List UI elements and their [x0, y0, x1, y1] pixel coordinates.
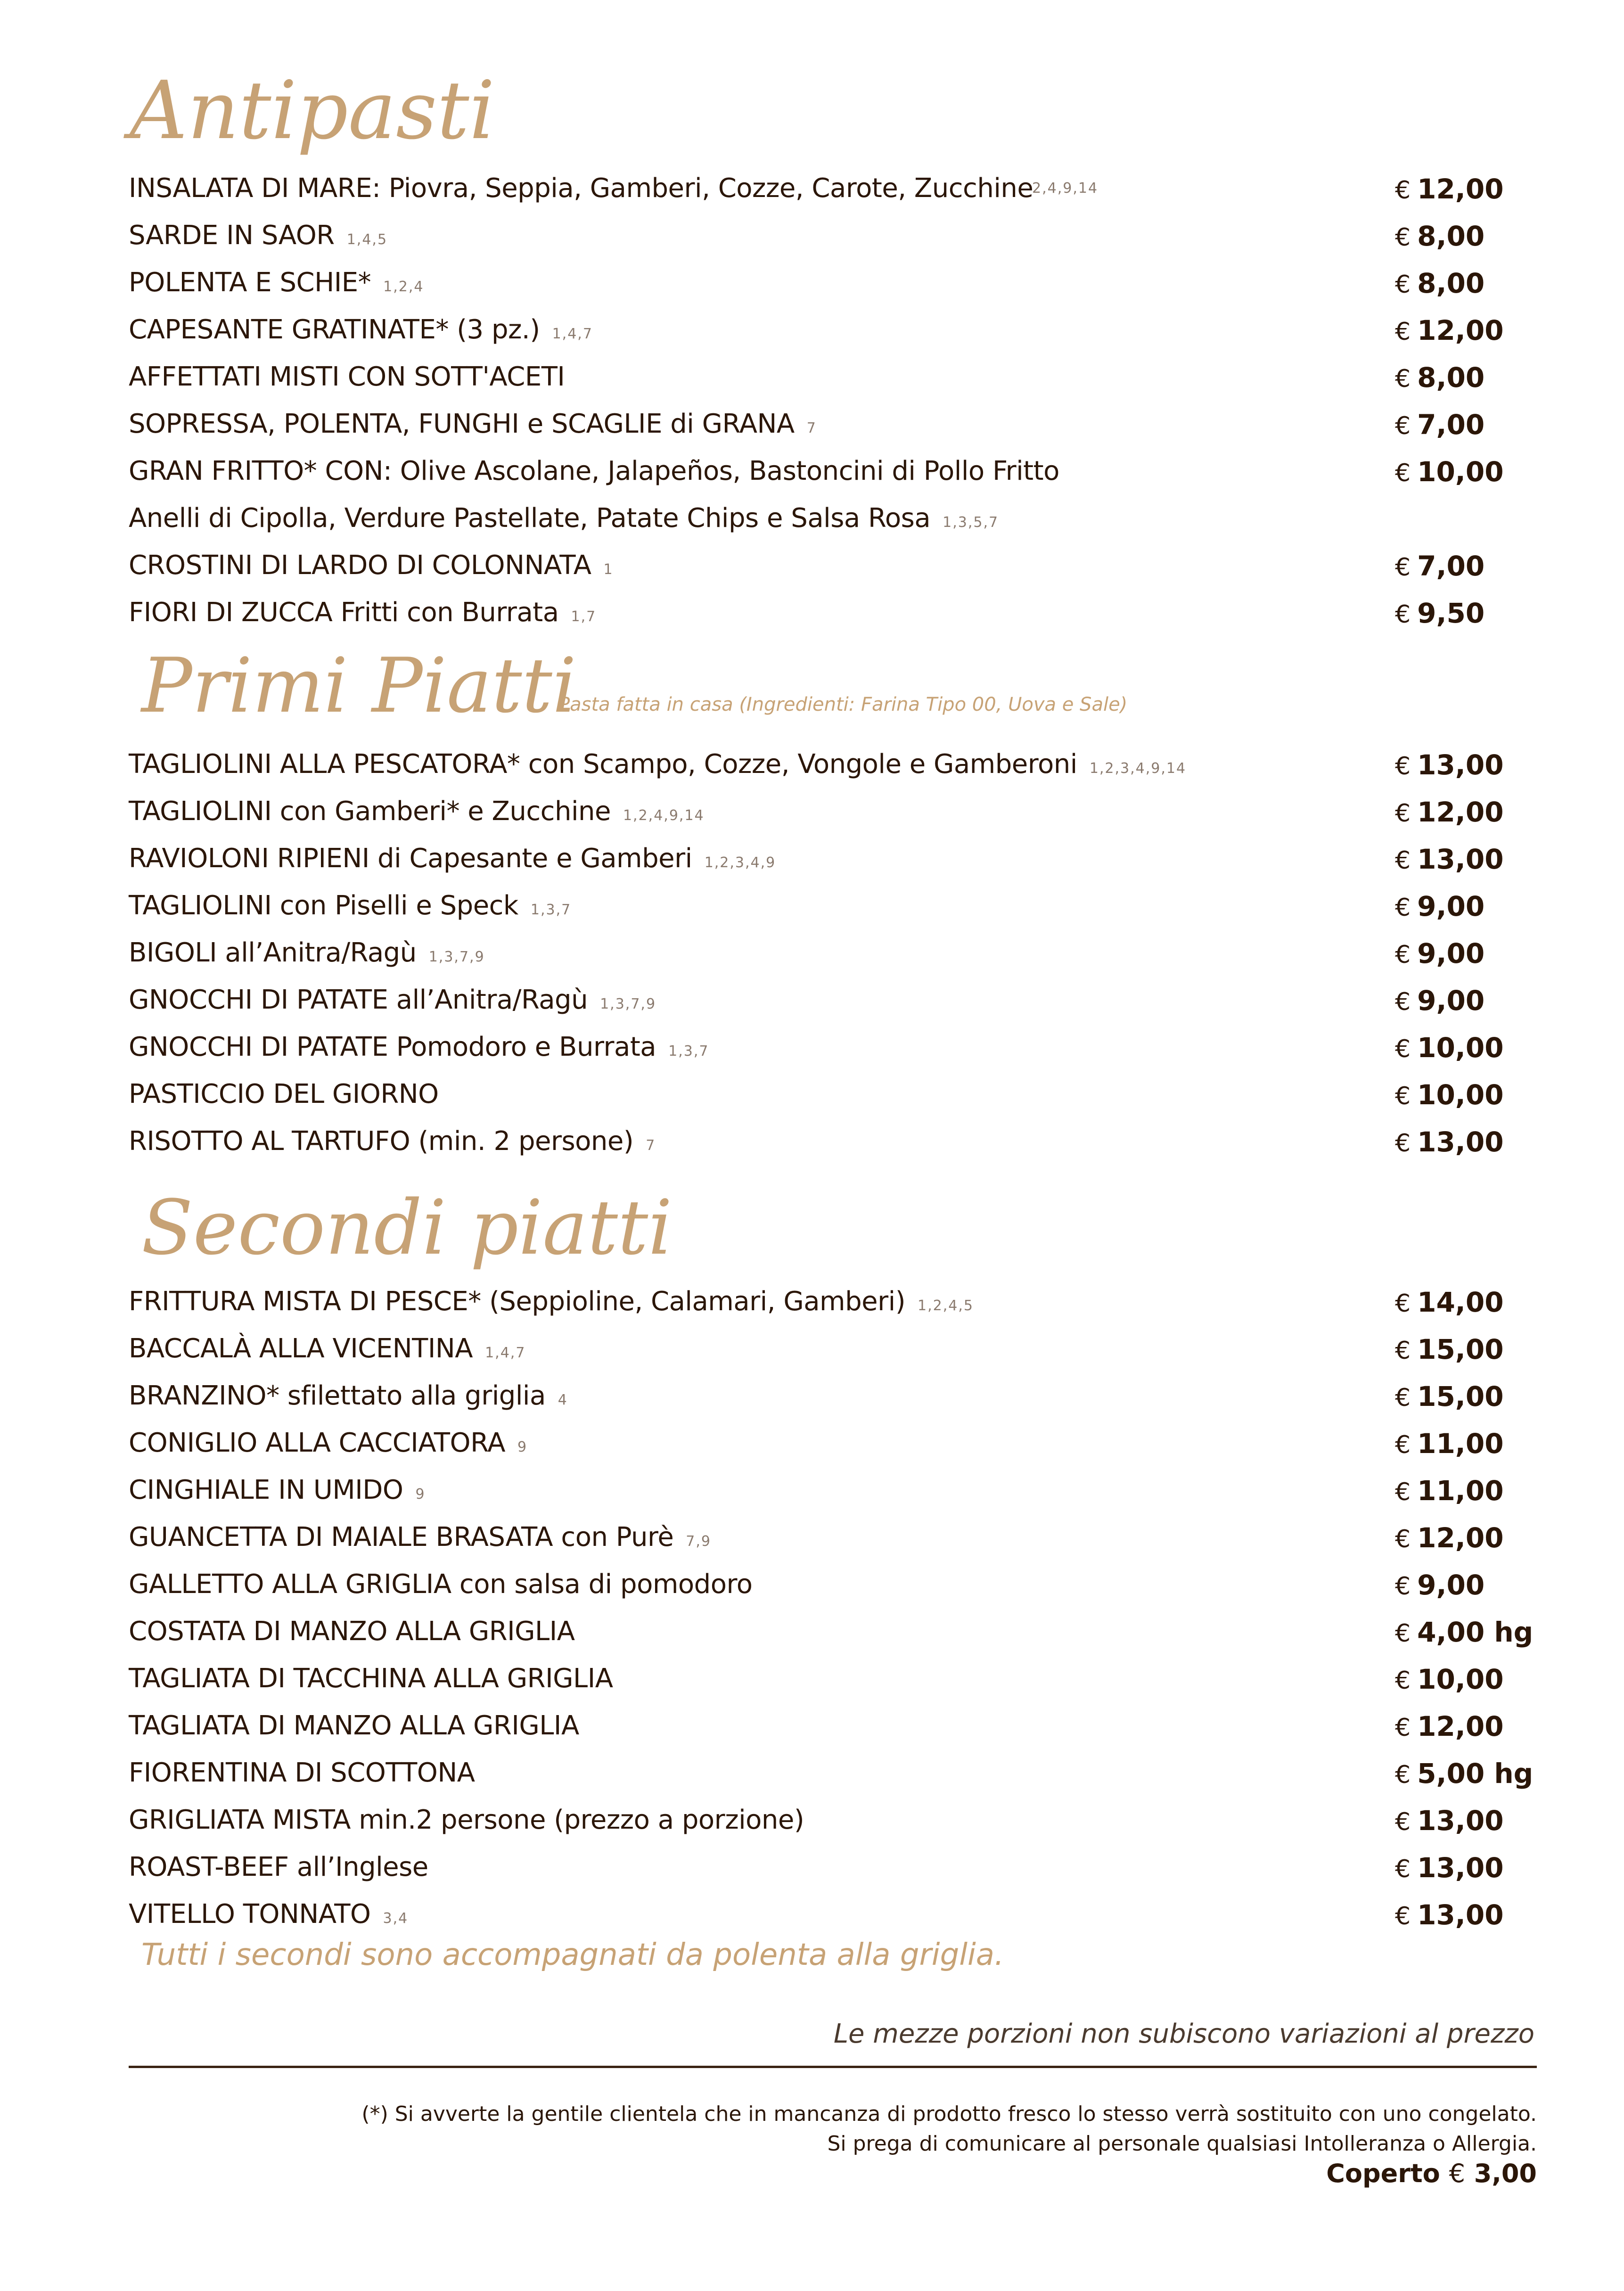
menu-item-label: RISOTTO AL TARTUFO (min. 2 persone)	[129, 1126, 634, 1157]
price-value: 14,00	[1417, 1286, 1504, 1318]
menu-item-name	[129, 267, 424, 298]
price-value: 8,00	[1417, 267, 1485, 299]
price-value: 4,00 hg	[1417, 1616, 1534, 1648]
menu-item-price	[1395, 1618, 1533, 1646]
price-value: 12,00	[1417, 173, 1504, 205]
currency-symbol: €	[1395, 941, 1411, 969]
price-value: 11,00	[1417, 1475, 1504, 1507]
currency-symbol: €	[1395, 799, 1411, 828]
currency-symbol: €	[1395, 1384, 1411, 1412]
price-value: 10,00	[1417, 1663, 1504, 1695]
menu-item-price	[1395, 1710, 1504, 1742]
menu-item-row	[0, 1128, 1624, 1175]
menu-item-price	[1395, 267, 1485, 299]
menu-item-name	[129, 1524, 711, 1551]
menu-item-name	[129, 843, 776, 874]
secondi-title: Secondi piatti	[141, 1183, 673, 1272]
menu-item-label: GNOCCHI DI PATATE all’Anitra/Ragù	[129, 985, 588, 1015]
price-value: 8,00	[1417, 361, 1485, 394]
menu-item-row	[0, 175, 1624, 222]
currency-symbol: €	[1395, 1667, 1411, 1695]
menu-item-row	[0, 987, 1624, 1034]
menu-item-allergens: 4	[558, 1392, 568, 1408]
menu-item-allergens: 1,7	[571, 608, 597, 625]
menu-item-name	[129, 599, 596, 626]
menu-item-allergens: 1,2,3,4,9,14	[1089, 760, 1187, 777]
menu-item-price	[1395, 937, 1485, 969]
price-value: 7,00	[1417, 550, 1485, 582]
menu-item-price	[1395, 1128, 1504, 1156]
menu-item-label: RAVIOLONI RIPIENI di Capesante e Gamberi	[129, 843, 692, 874]
menu-item-row	[0, 552, 1624, 599]
half-portions-note: Le mezze porzioni non subiscono variazioni al prezzo	[833, 2019, 1534, 2049]
price-value: 13,00	[1417, 749, 1504, 781]
menu-item-name	[129, 1081, 439, 1108]
menu-item-row	[0, 1807, 1624, 1854]
menu-item-name	[129, 411, 817, 437]
menu-item-row	[0, 1710, 1624, 1760]
currency-symbol: €	[1395, 1431, 1411, 1459]
price-value: 9,00	[1417, 890, 1485, 922]
menu-item-name	[129, 1128, 656, 1155]
currency-symbol: €	[1395, 1525, 1411, 1553]
menu-item-price	[1395, 1333, 1504, 1365]
menu-item-label: GRIGLIATA MISTA min.2 persone (prezzo a porzione)	[129, 1805, 804, 1835]
menu-item-row	[0, 937, 1624, 987]
menu-item-name	[129, 361, 565, 392]
currency-symbol: €	[1395, 553, 1411, 582]
price-value: 12,00	[1417, 314, 1504, 346]
menu-item-label: SOPRESSA, POLENTA, FUNGHI e SCAGLIE di GRANA	[129, 409, 795, 439]
menu-item-row	[0, 411, 1624, 458]
price-value: 13,00	[1417, 1852, 1504, 1884]
menu-item-label: CONIGLIO ALLA CACCIATORA	[129, 1428, 506, 1458]
menu-item-allergens: 2,4,9,14	[1032, 180, 1099, 197]
menu-item-price	[1395, 751, 1504, 779]
menu-item-label: VITELLO TONNATO	[129, 1899, 371, 1930]
menu-item-name	[129, 1430, 527, 1456]
menu-item-name	[129, 1663, 613, 1694]
price-value: 9,00	[1417, 937, 1485, 969]
currency-symbol: €	[1395, 1035, 1411, 1063]
menu-item-label: BRANZINO* sfilettato alla griglia	[129, 1380, 546, 1411]
allergy-notice: Si prega di comunicare al personale qualsiasi Intolleranza o Allergia.	[827, 2132, 1537, 2156]
divider-line	[129, 2066, 1537, 2068]
menu-item-price	[1395, 222, 1485, 250]
price-value: 10,00	[1417, 1079, 1504, 1111]
currency-symbol: €	[1395, 894, 1411, 922]
currency-symbol: €	[1395, 1808, 1411, 1836]
menu-item-name	[129, 987, 656, 1013]
menu-item-name	[129, 751, 1186, 778]
price-value: 12,00	[1417, 796, 1504, 828]
primi-subtitle: Pasta fatta in casa (Ingredienti: Farina Tipo 00, Uova e Sale)	[558, 694, 1128, 715]
price-value: 10,00	[1417, 1032, 1504, 1064]
menu-item-label: POLENTA E SCHIE*	[129, 267, 371, 298]
menu-item-row	[0, 1034, 1624, 1081]
menu-item-label: Anelli di Cipolla, Verdure Pastellate, Patate Chips e Salsa Rosa	[129, 503, 931, 534]
menu-item-price	[1395, 552, 1485, 580]
menu-item-price	[1395, 1475, 1504, 1507]
menu-item-name	[129, 222, 387, 249]
menu-item-row	[0, 458, 1624, 505]
menu-item-name	[129, 798, 705, 825]
price-value: 12,00	[1417, 1522, 1504, 1554]
menu-item-row	[0, 222, 1624, 270]
menu-item-price	[1395, 890, 1485, 922]
menu-item-row	[0, 751, 1624, 798]
menu-item-allergens: 1,2,4	[383, 279, 424, 295]
menu-item-price	[1395, 1286, 1504, 1318]
currency-symbol: €	[1395, 176, 1411, 205]
menu-item-price	[1395, 1805, 1504, 1837]
menu-item-allergens: 7,9	[686, 1533, 711, 1550]
price-value: 13,00	[1417, 1805, 1504, 1837]
currency-symbol: €	[1395, 752, 1411, 780]
menu-item-label: TAGLIOLINI con Gamberi* e Zucchine	[129, 796, 611, 827]
currency-symbol: €	[1395, 271, 1411, 299]
currency-symbol: €	[1395, 1082, 1411, 1110]
currency-symbol: €	[1395, 600, 1411, 629]
primi-title: Primi Piatti	[141, 641, 577, 730]
menu-item-row	[0, 1571, 1624, 1618]
menu-item-allergens: 1,4,7	[552, 326, 593, 342]
menu-item-price	[1395, 843, 1504, 875]
menu-item-name	[129, 175, 1033, 202]
currency-symbol: €	[1395, 412, 1411, 440]
menu-item-name	[129, 1901, 408, 1928]
menu-item-price	[1395, 1663, 1504, 1695]
currency-symbol: €	[1395, 1855, 1411, 1883]
menu-item-label: GUANCETTA DI MAIALE BRASATA con Purè	[129, 1522, 674, 1552]
coperto-price: 3,00	[1474, 2159, 1537, 2188]
menu-item-row	[0, 1524, 1624, 1571]
menu-item-price	[1395, 456, 1504, 488]
currency-symbol: €	[1395, 223, 1411, 252]
price-value: 13,00	[1417, 843, 1504, 875]
price-value: 8,00	[1417, 220, 1485, 252]
menu-item-price	[1395, 1852, 1504, 1884]
menu-item-name	[129, 1477, 426, 1503]
menu-item-name	[129, 1757, 475, 1788]
menu-item-price	[1395, 409, 1485, 441]
currency-symbol: €	[1395, 1289, 1411, 1318]
menu-item-price	[1395, 1081, 1504, 1109]
menu-item-price	[1395, 1901, 1504, 1929]
menu-item-allergens: 1,3,7	[530, 902, 572, 918]
currency-symbol: €	[1395, 459, 1411, 487]
currency-symbol: €	[1395, 1129, 1411, 1158]
currency-symbol: €	[1395, 365, 1411, 393]
menu-item-price	[1395, 1757, 1534, 1790]
menu-item-label: BACCALÀ ALLA VICENTINA	[129, 1333, 473, 1364]
menu-item-label: ROAST-BEEF all’Inglese	[129, 1852, 428, 1882]
menu-item-allergens: 1,2,3,4,9	[704, 854, 776, 871]
menu-item-row	[0, 1854, 1624, 1901]
menu-item-price	[1395, 1380, 1504, 1412]
price-value: 5,00 hg	[1417, 1757, 1534, 1790]
currency-symbol: €	[1395, 846, 1411, 875]
antipasti-title: Antipasti	[130, 64, 495, 157]
menu-item-row	[0, 599, 1624, 647]
price-value: 15,00	[1417, 1380, 1504, 1412]
menu-item-row	[0, 267, 1624, 317]
frozen-notice: (*) Si avverte la gentile clientela che in mancanza di prodotto fresco lo stesso verrà sostituito con uno congelato.	[361, 2102, 1537, 2126]
currency-symbol: €	[1395, 1478, 1411, 1506]
menu-item-allergens: 1,3,7,9	[600, 996, 656, 1012]
menu-item-label: GNOCCHI DI PATATE Pomodoro e Burrata	[129, 1032, 656, 1062]
menu-item-row	[0, 1618, 1624, 1666]
menu-item-price	[1395, 985, 1485, 1017]
menu-item-label: BIGOLI all’Anitra/Ragù	[129, 937, 417, 968]
menu-item-row	[0, 1286, 1624, 1336]
menu-item-name	[129, 1618, 575, 1645]
coperto-currency: €	[1449, 2159, 1465, 2188]
menu-item-name	[129, 1380, 568, 1411]
menu-item-label: TAGLIOLINI con Piselli e Speck	[129, 890, 518, 921]
menu-item-row	[0, 1081, 1624, 1128]
closing-note: Tutti i secondi sono accompagnati da polenta alla griglia.	[141, 1938, 1004, 1972]
menu-item-label: TAGLIATA DI MANZO ALLA GRIGLIA	[129, 1710, 579, 1741]
menu-item-label: TAGLIOLINI ALLA PESCATORA* con Scampo, Cozze, Vongole e Gamberoni	[129, 749, 1077, 780]
menu-item-label: FRITTURA MISTA DI PESCE* (Seppioline, Calamari, Gamberi)	[129, 1286, 906, 1317]
menu-item-allergens: 7	[646, 1137, 656, 1154]
menu-item-label: FIORENTINA DI SCOTTONA	[129, 1757, 475, 1788]
menu-item-name	[129, 1286, 974, 1317]
menu-item-allergens: 1,2,4,9,14	[623, 807, 705, 824]
currency-symbol: €	[1395, 1902, 1411, 1930]
coperto-label: Coperto	[1326, 2159, 1440, 2188]
menu-item-name	[129, 1034, 709, 1060]
menu-item-allergens: 1,3,7,9	[428, 949, 485, 965]
menu-item-name	[129, 314, 593, 345]
menu-item-price	[1395, 798, 1504, 826]
price-value: 9,00	[1417, 1569, 1485, 1601]
price-value: 9,00	[1417, 985, 1485, 1017]
price-value: 11,00	[1417, 1428, 1504, 1460]
currency-symbol: €	[1395, 988, 1411, 1016]
menu-item-name	[129, 890, 572, 921]
menu-item-label: COSTATA DI MANZO ALLA GRIGLIA	[129, 1616, 575, 1647]
menu-item-row	[0, 505, 1624, 552]
menu-item-row	[0, 890, 1624, 940]
menu-item-label: CAPESANTE GRATINATE* (3 pz.)	[129, 314, 540, 345]
currency-symbol: €	[1395, 1572, 1411, 1601]
menu-item-label: GRAN FRITTO* CON: Olive Ascolane, Jalapeños, Bastoncini di Pollo Fritto	[129, 456, 1059, 486]
currency-symbol: €	[1395, 1761, 1411, 1789]
menu-item-name	[129, 1710, 579, 1741]
menu-item-price	[1395, 1428, 1504, 1460]
price-value: 9,50	[1417, 597, 1485, 629]
menu-item-row	[0, 1757, 1624, 1807]
menu-item-allergens: 1,4,7	[485, 1345, 526, 1361]
menu-item-price	[1395, 599, 1485, 627]
currency-symbol: €	[1395, 1714, 1411, 1742]
menu-item-name	[129, 1571, 753, 1598]
menu-item-label: FIORI DI ZUCCA Fritti con Burrata	[129, 597, 559, 628]
menu-item-price	[1395, 175, 1504, 203]
price-value: 13,00	[1417, 1899, 1504, 1931]
menu-item-row	[0, 1477, 1624, 1524]
menu-item-label: CROSTINI DI LARDO DI COLONNATA	[129, 550, 591, 581]
menu-item-price	[1395, 1032, 1504, 1064]
menu-item-allergens: 1,4,5	[346, 231, 388, 248]
price-value: 13,00	[1417, 1126, 1504, 1158]
menu-item-row	[0, 1333, 1624, 1383]
menu-item-name	[129, 552, 614, 579]
menu-item-allergens: 1,3,7	[668, 1043, 709, 1059]
menu-item-row	[0, 1380, 1624, 1430]
menu-item-allergens: 9	[415, 1486, 426, 1503]
menu-item-label: TAGLIATA DI TACCHINA ALLA GRIGLIA	[129, 1663, 613, 1694]
menu-item-label: GALLETTO ALLA GRIGLIA con salsa di pomodoro	[129, 1569, 753, 1600]
coperto	[1326, 2159, 1537, 2188]
menu-item-price	[1395, 361, 1485, 394]
menu-item-price	[1395, 314, 1504, 346]
menu-item-name	[129, 937, 485, 968]
menu-item-allergens: 1	[603, 561, 614, 578]
menu-item-row	[0, 798, 1624, 846]
menu-item-label: CINGHIALE IN UMIDO	[129, 1475, 403, 1505]
menu-item-label: PASTICCIO DEL GIORNO	[129, 1079, 439, 1109]
menu-item-label: SARDE IN SAOR	[129, 220, 335, 251]
menu-item-row	[0, 843, 1624, 893]
price-value: 15,00	[1417, 1333, 1504, 1365]
menu-item-label: AFFETTATI MISTI CON SOTT'ACETI	[129, 361, 565, 392]
menu-item-row	[0, 1430, 1624, 1477]
currency-symbol: €	[1395, 318, 1411, 346]
menu-item-row	[0, 1663, 1624, 1713]
price-value: 12,00	[1417, 1710, 1504, 1742]
menu-item-name	[129, 458, 1059, 484]
menu-item-name	[129, 505, 999, 532]
currency-symbol: €	[1395, 1337, 1411, 1365]
price-value: 10,00	[1417, 456, 1504, 488]
menu-item-name	[129, 1854, 428, 1880]
menu-item-name	[129, 1333, 526, 1364]
menu-item-label: INSALATA DI MARE: Piovra, Seppia, Gamberi, Cozze, Carote, Zucchine	[129, 173, 1033, 204]
menu-item-allergens: 7	[806, 420, 817, 436]
price-value: 7,00	[1417, 409, 1485, 441]
menu-item-row	[0, 361, 1624, 411]
menu-item-price	[1395, 1571, 1485, 1599]
menu-item-allergens: 9	[517, 1439, 528, 1455]
currency-symbol: €	[1395, 1619, 1411, 1648]
menu-item-allergens: 3,4	[383, 1910, 409, 1927]
menu-item-price	[1395, 1524, 1504, 1552]
menu-item-name	[129, 1807, 804, 1833]
menu-item-allergens: 1,3,5,7	[943, 514, 999, 531]
menu-item-row	[0, 314, 1624, 364]
menu-item-allergens: 1,2,4,5	[918, 1297, 974, 1314]
